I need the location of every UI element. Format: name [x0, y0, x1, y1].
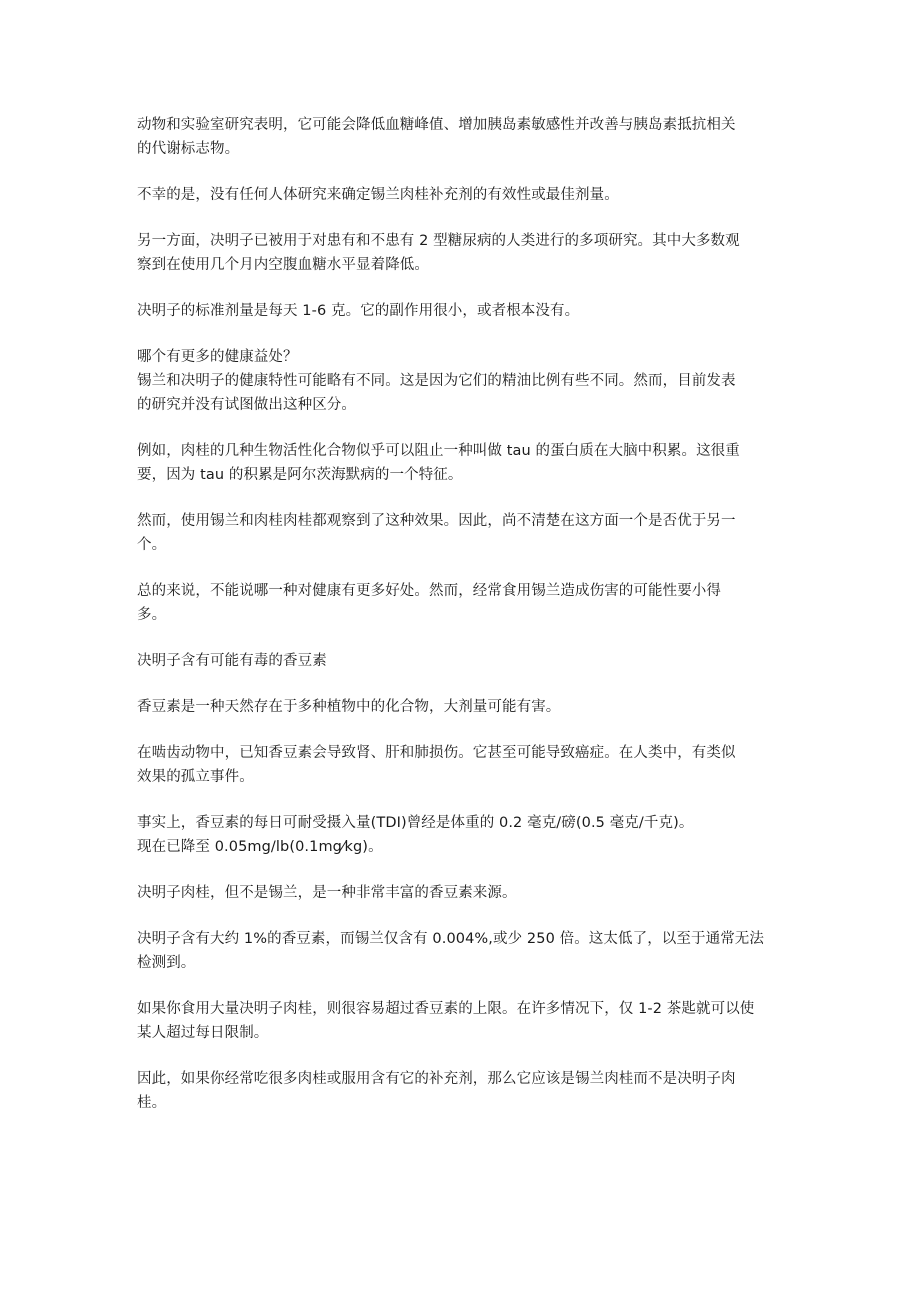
text-line: 桂。: [137, 1095, 167, 1111]
text-line: 事实上，香豆素的每日可耐受摄入量(TDI)曾经是体重的 0.2 毫克/磅(0.5 毫克/千克)。: [137, 815, 694, 831]
paragraph-8: [137, 579, 787, 627]
text-line: 决明子肉桂，但不是锡兰，是一种非常丰富的香豆素来源。: [137, 885, 517, 901]
paragraph-1: [137, 113, 787, 161]
paragraph-5: [137, 345, 787, 417]
paragraph-11: [137, 741, 787, 789]
text-line: 在啮齿动物中，已知香豆素会导致肾、肝和肺损伤。它甚至可能导致癌症。在人类中，有类似: [137, 745, 736, 761]
text-line: 要，因为 tau 的积累是阿尔茨海默病的一个特征。: [137, 467, 463, 483]
section-heading: 哪个有更多的健康益处？: [137, 349, 298, 365]
paragraph-12: [137, 811, 787, 859]
paragraph-2: [137, 183, 787, 207]
paragraph-7: [137, 509, 787, 557]
paragraph-6: [137, 439, 787, 487]
text-line: 动物和实验室研究表明，它可能会降低血糖峰值、增加胰岛素敏感性并改善与胰岛素抵抗相关: [137, 117, 736, 133]
text-line: 决明子的标准剂量是每天 1-6 克。它的副作用很小，或者根本没有。: [137, 303, 580, 319]
paragraph-15: [137, 997, 787, 1045]
text-line: 个。: [137, 537, 167, 553]
paragraph-10: [137, 695, 787, 719]
paragraph-4: [137, 299, 787, 323]
text-line: 然而，使用锡兰和肉桂肉桂都观察到了这种效果。因此，尚不清楚在这方面一个是否优于另一: [137, 513, 736, 529]
text-line: 不幸的是，没有任何人体研究来确定锡兰肉桂补充剂的有效性或最佳剂量。: [137, 187, 619, 203]
text-line: 如果你食用大量决明子肉桂，则很容易超过香豆素的上限。在许多情况下，仅 1-2 茶匙就可以使: [137, 1001, 755, 1017]
paragraph-3: [137, 229, 787, 277]
text-line: 察到在使用几个月内空腹血糖水平显着降低。: [137, 257, 429, 273]
text-line: 香豆素是一种天然存在于多种植物中的化合物，大剂量可能有害。: [137, 699, 561, 715]
text-line: 多。: [137, 607, 167, 623]
paragraph-16: [137, 1067, 787, 1115]
text-line: 例如，肉桂的几种生物活性化合物似乎可以阻止一种叫做 tau 的蛋白质在大脑中积累。这很重: [137, 443, 740, 459]
section-heading: 决明子含有可能有毒的香豆素: [137, 653, 327, 669]
text-line: 的代谢标志物。: [137, 141, 240, 157]
paragraph-14: [137, 927, 787, 975]
paragraph-9: [137, 649, 787, 673]
document-body: [137, 113, 787, 1137]
text-line: 决明子含有大约 1%的香豆素，而锡兰仅含有 0.004%,或少 250 倍。这太低了，以至于通常无法: [137, 931, 765, 947]
text-line: 现在已降至 0.05mg/lb(0.1mg⁄kg)。: [137, 839, 383, 855]
text-line: 锡兰和决明子的健康特性可能略有不同。这是因为它们的精油比例有些不同。然而，目前发表: [137, 373, 736, 389]
text-line: 另一方面，决明子已被用于对患有和不患有 2 型糖尿病的人类进行的多项研究。其中大多数观: [137, 233, 740, 249]
text-line: 某人超过每日限制。: [137, 1025, 269, 1041]
text-line: 总的来说，不能说哪一种对健康有更多好处。然而，经常食用锡兰造成伤害的可能性要小得: [137, 583, 721, 599]
text-line: 效果的孤立事件。: [137, 769, 254, 785]
text-line: 的研究并没有试图做出这种区分。: [137, 397, 356, 413]
text-line: 检测到。: [137, 955, 196, 971]
paragraph-13: [137, 881, 787, 905]
text-line: 因此，如果你经常吃很多肉桂或服用含有它的补充剂，那么它应该是锡兰肉桂而不是决明子肉: [137, 1071, 736, 1087]
